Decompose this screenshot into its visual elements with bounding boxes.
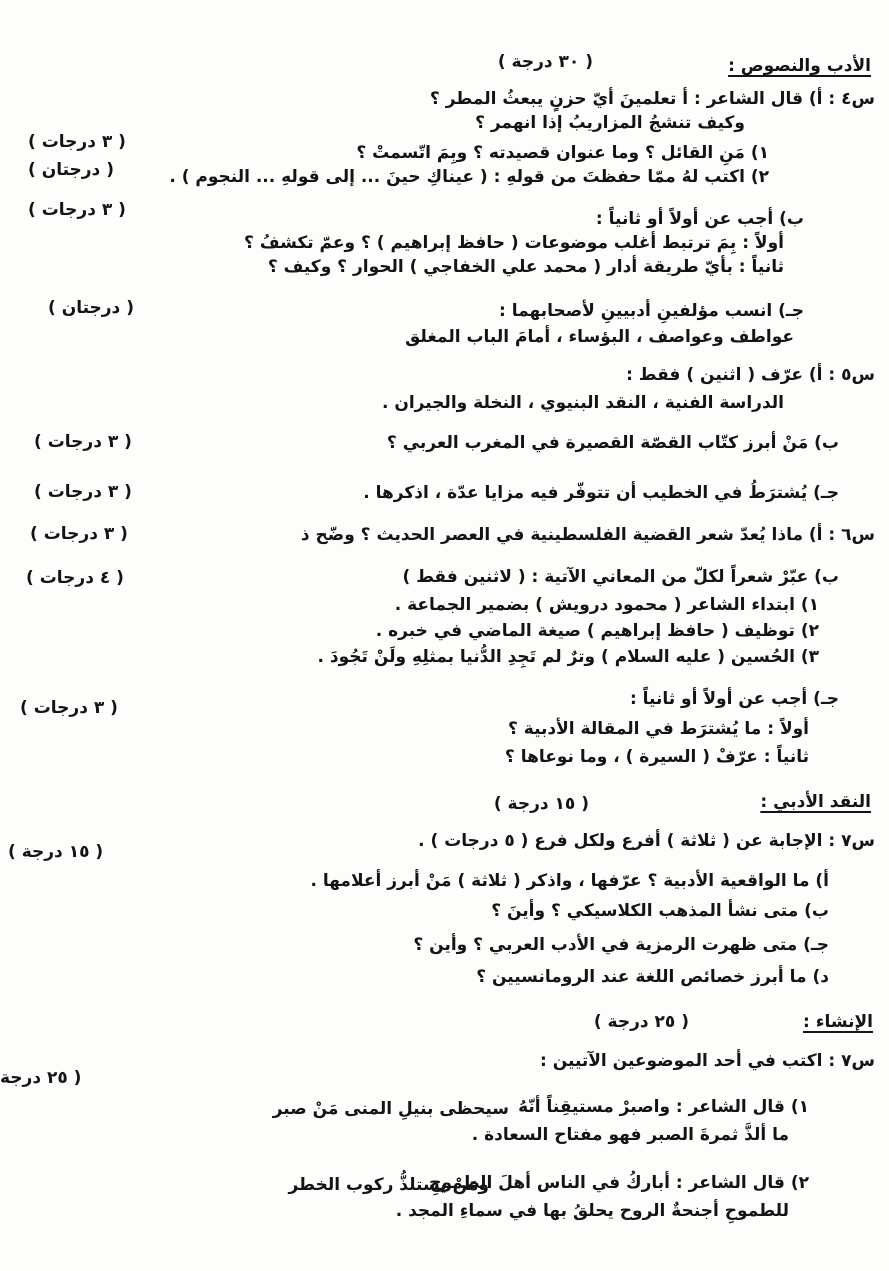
q5-c-grade: ( ٣ درجات ) <box>34 482 132 502</box>
q6-c-second: ثانياً : عرّفْ ( السيرة ) ، وما نوعاها ؟ <box>504 747 809 767</box>
q6-b-2: ٢) توظيف ( حافظ إبراهيم ) صيغة الماضي في خبره . <box>375 621 819 641</box>
section-title-literature: الأدب والنصوص : <box>728 56 871 76</box>
q4-a-2-grade: ( درجتان ) <box>28 160 114 180</box>
q6-b-grade: ( ٤ درجات ) <box>26 568 124 588</box>
section-title-criticism: النقد الأدبي : <box>760 792 871 812</box>
q5-b-grade: ( ٣ درجات ) <box>34 432 132 452</box>
q4-b-first: أولاً : بِمَ ترتبط أغلب موضوعات ( حافظ إبراهيم ) ؟ وعمّ تكشفُ ؟ <box>244 233 784 253</box>
section-total-criticism: ( ١٥ درجة ) <box>493 794 589 814</box>
q4-a-2: ٢) اكتب لهُ ممّا حفظتَ من قولهِ : ( عيناكِ حينَ ... إلى قولهِ ... النجوم ) . <box>169 167 769 187</box>
q6-c-grade: ( ٣ درجات ) <box>20 698 118 718</box>
q5-c: جـ) يُشترَطُ في الخطيب أن تتوفّر فيه مزايا عدّة ، اذكرها . <box>363 483 839 503</box>
section-total-literature: ( ٣٠ درجة ) <box>497 52 593 72</box>
section-total-composition: ( ٢٥ درجة ) <box>593 1012 689 1032</box>
q6-a-grade: ( ٣ درجات ) <box>30 524 128 544</box>
q6-b-3: ٣) الحُسين ( عليه السلام ) وترٌ لم تَجِدِ الدُّنيا بمثلِهِ ولَنْ تَجُودَ . <box>317 647 819 667</box>
q7-composition-intro: س٧ : اكتب في أحد الموضوعين الآتيين : <box>539 1051 875 1071</box>
q4-a-line2: وكيف تنشجُ المزاريبُ إذا انهمر ؟ <box>475 113 745 133</box>
q5-b: ب) مَنْ أبرز كتّاب القصّة القصيرة في المغرب العربي ؟ <box>386 433 839 453</box>
q4-b-intro: ب) أجب عن أولاً أو ثانياً : <box>595 209 804 229</box>
topic-1-verse-b: سيحظى بنيلِ المنى مَنْ صبر <box>272 1099 509 1119</box>
composition-side-grade: ( ٢٥ درجة <box>0 1068 82 1088</box>
topic-1-verse-a: ١) قال الشاعر : واصبرْ مستيقِناً أنّهُ <box>518 1097 809 1117</box>
q4-c-items: عواطف وعواصف ، البؤساء ، أمامَ الباب المغلق <box>405 327 794 347</box>
q6-b-intro: ب) عبّرْ شعراً لكلّ من المعاني الآتية : ( لاثنين فقط ) <box>402 567 839 587</box>
q6-c-first: أولاً : ما يُشترَط في المقالة الأدبية ؟ <box>508 719 809 739</box>
q7-criticism-c: جـ) متى ظهرت الرمزية في الأدب العربي ؟ وأين ؟ <box>413 935 829 955</box>
q7-criticism-b: ب) متى نشأ المذهب الكلاسيكي ؟ وأينَ ؟ <box>491 901 829 921</box>
q7-criticism-intro: س٧ : الإجابة عن ( ثلاثة ) أفرع ولكل فرع ( ٥ درجات ) . <box>418 831 875 851</box>
topic-2-prompt: للطموحِ أجنحةٌ الروح يحلقُ بها في سماءِ المجد . <box>395 1201 789 1221</box>
criticism-side-grade: ( ١٥ درجة ) <box>8 842 104 862</box>
q4-a-1: ١) مَنِ القائل ؟ وما عنوان قصيدته ؟ وبِمَ اتّسمتْ ؟ <box>356 143 769 163</box>
q7-criticism-a: أ) ما الواقعية الأدبية ؟ عرّفها ، واذكر ( ثلاثة ) مَنْ أبرز أعلامها . <box>310 871 829 891</box>
topic-1-prompt: ما ألذَّ ثمرةَ الصبر فهو مفتاح السعادة . <box>471 1125 789 1145</box>
q5-a-intro: س٥ : أ) عرّف ( اثنين ) فقط : <box>626 365 875 385</box>
section-title-composition: الإنشاء : <box>803 1012 873 1032</box>
q6-c-intro: جـ) أجب عن أولاً أو ثانياً : <box>629 689 839 709</box>
q4-c-intro: جـ) انسب مؤلفينِ أدبيينِ لأصحابهما : <box>499 301 804 321</box>
topic-2-verse-a: ٢) قال الشاعر : أباركُ في الناس أهلَ الطموحِ <box>429 1173 809 1193</box>
q7-criticism-d: د) ما أبرز خصائص اللغة عند الرومانسيين ؟ <box>476 967 829 987</box>
topic-2-verse-b: ومَنْ يستلذُّ ركوب الخطر <box>288 1175 489 1195</box>
q4-a-line1: س٤ : أ) قال الشاعر : أ تعلمينَ أيّ حزنٍ يبعثُ المطر ؟ <box>429 89 875 109</box>
q5-a-items: الدراسة الفنية ، النقد البنيوي ، النخلة والجيران . <box>381 393 784 413</box>
q4-c-grade: ( درجتان ) <box>48 298 134 318</box>
q4-a-1-grade: ( ٣ درجات ) <box>28 132 126 152</box>
q4-b-grade: ( ٣ درجات ) <box>28 200 126 220</box>
q6-b-1: ١) ابتداء الشاعر ( محمود درويش ) بضمير الجماعة . <box>394 595 819 615</box>
q6-a: س٦ : أ) ماذا يُعدّ شعر القضية الفلسطينية في العصر الحديث ؟ وضّح ذ <box>300 525 875 545</box>
q4-b-second: ثانياً : بأيّ طريقة أدار ( محمد علي الخفاجي ) الحوار ؟ وكيف ؟ <box>267 257 784 277</box>
